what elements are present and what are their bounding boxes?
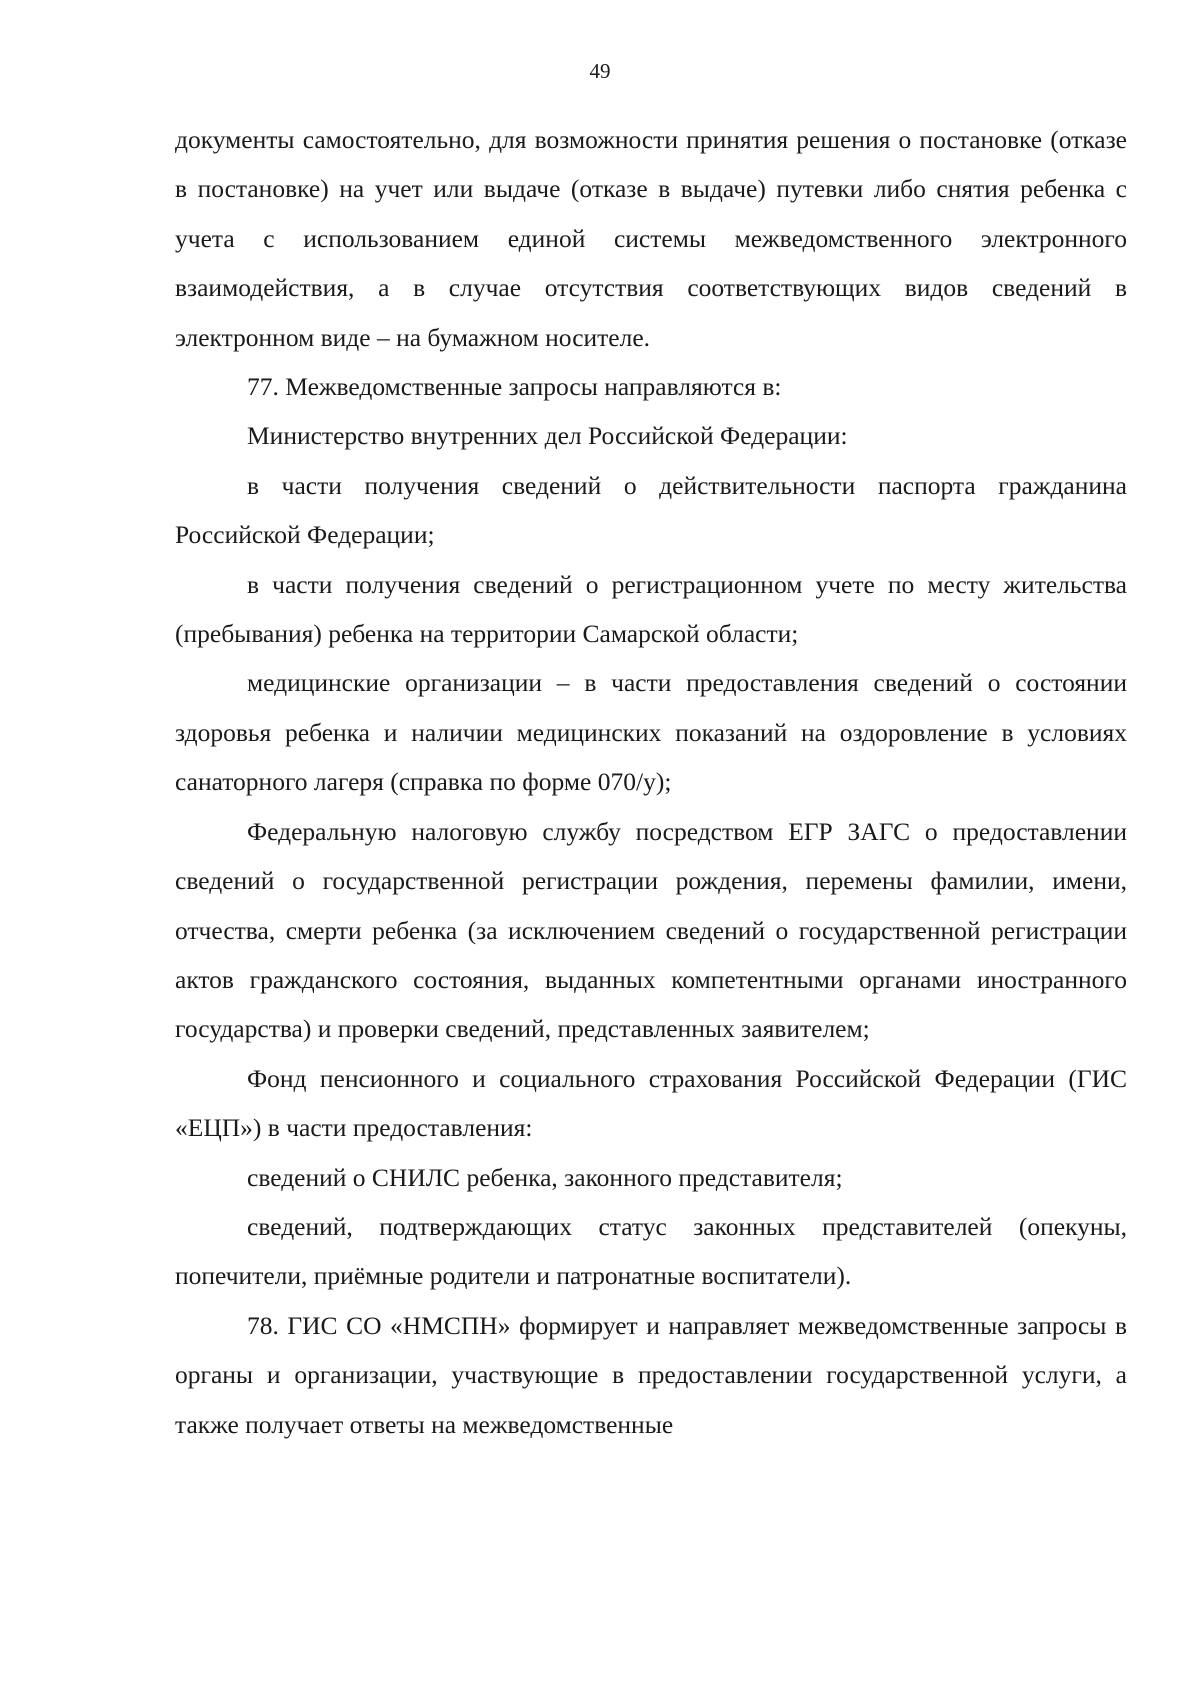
page-number: 49 xyxy=(589,59,611,83)
paragraph-77-intro: 77. Межведомственные запросы направляются в: xyxy=(247,372,782,402)
paragraph-tax-service: Федеральную налоговую службу посредством ЕГР ЗАГС о предоставлении сведений о государственной регистрации рождения, перемены фамилии, имени, отчества, смерти ребенка (за исключением сведений о государственной регистрации актов гражданского состояния, выданных компетентными органами иностранного государства) и проверки сведений, представленных заявителем; xyxy=(175,816,1127,1044)
paragraph-mvd: Министерство внутренних дел Российской Федерации: xyxy=(247,421,848,451)
paragraph-78: 78. ГИС СО «НМСПН» формирует и направляет межведомственные запросы в органы и организации, участвующие в предоставлении государственной услуги, а также получает ответы на межведомственные xyxy=(175,1310,1127,1439)
paragraph-guardians: сведений, подтверждающих статус законных представителей (опекуны, попечители, приёмные родители и патронатные воспитатели). xyxy=(175,1211,1127,1291)
paragraph-snils: сведений о СНИЛС ребенка, законного представителя; xyxy=(247,1162,843,1192)
paragraph-continuation: документы самостоятельно, для возможности принятия решения о постановке (отказе в постановке) на учет или выдаче (отказе в выдаче) путевки либо снятия ребенка с учета с использованием единой системы межведомственного электронного взаимодействия, а в случае отсутствия соответствующих видов сведений в электронном виде – на бумажном носителе. xyxy=(175,125,1127,352)
paragraph-passport-validity: в части получения сведений о действительности паспорта гражданина Российской Федерации; xyxy=(175,470,1127,550)
document-body xyxy=(175,115,1127,1449)
paragraph-pension-fund: Фонд пенсионного и социального страхования Российской Федерации (ГИС «ЕЦП») в части предоставления: xyxy=(175,1063,1127,1143)
paragraph-registration: в части получения сведений о регистрационном учете по месту жительства (пребывания) ребенка на территории Самарской области; xyxy=(175,569,1127,649)
paragraph-medical: медицинские организации – в части предоставления сведений о состоянии здоровья ребенка и наличии медицинских показаний на оздоровление в условиях санаторного лагеря (справка по форме 070/у); xyxy=(175,668,1127,797)
